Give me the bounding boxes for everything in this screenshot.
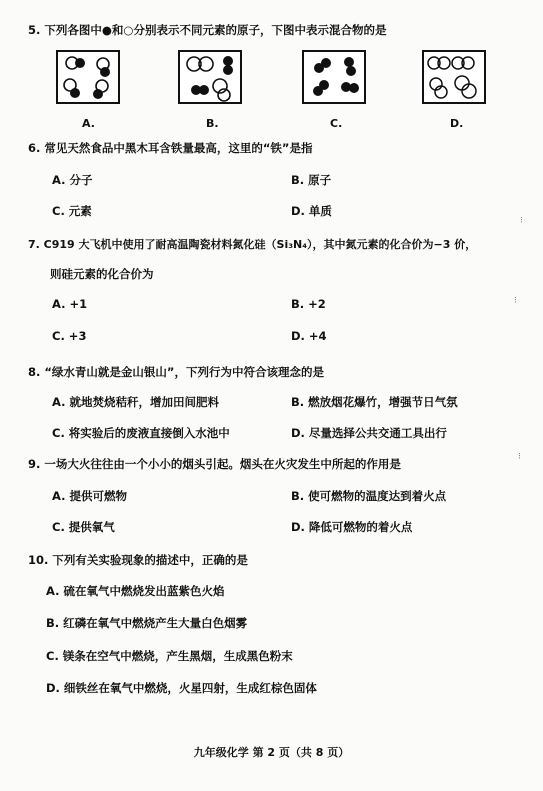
q10-option-a: A. 硫在氧气中燃烧发出蓝紫色火焰 (46, 584, 225, 598)
q8-option-a: A. 就地焚烧秸秆，增加田间肥料 (52, 395, 219, 409)
q10-option-d: D. 细铁丝在氧气中燃烧，火星四射，生成红棕色固体 (46, 681, 317, 695)
q8-option-b: B. 燃放烟花爆竹，增强节日气氛 (291, 395, 458, 409)
q8-option-c: C. 将实验后的废液直接倒入水池中 (52, 426, 230, 440)
q6-option-d: D. 单质 (291, 204, 332, 218)
q7-option-d: D. +4 (291, 329, 327, 343)
q6-option-c: C. 元素 (52, 204, 92, 218)
q8-option-d: D. 尽量选择公共交通工具出行 (291, 426, 447, 440)
diagram-box-d (422, 50, 486, 104)
margin-mark: ⁝ (518, 452, 521, 462)
q9-option-d: D. 降低可燃物的着火点 (291, 520, 413, 534)
q9-option-b: B. 使可燃物的温度达到着火点 (291, 489, 447, 503)
q5-label-a: A. (82, 117, 95, 130)
q8-stem: 8. “绿水青山就是金山银山”，下列行为中符合该理念的是 (28, 365, 324, 379)
q7-option-a: A. +1 (52, 297, 88, 311)
q7-stem-line1: 7. C919 大飞机中使用了耐高温陶瓷材料氮化硅（Si₃N₄），其中氮元素的化合价为−3 价， (28, 238, 477, 251)
page-footer: 九年级化学 第 2 页（共 8 页） (193, 746, 350, 759)
q7-option-c: C. +3 (52, 329, 87, 343)
q10-stem: 10. 下列有关实验现象的描述中，正确的是 (28, 553, 248, 567)
q10-option-c: C. 镁条在空气中燃烧，产生黑烟，生成黑色粉末 (46, 649, 293, 663)
q6-option-b: B. 原子 (291, 173, 332, 187)
margin-mark: ⁝ (520, 216, 523, 226)
q9-option-c: C. 提供氧气 (52, 520, 115, 534)
q6-stem: 6. 常见天然食品中黑木耳含铁量最高，这里的“铁”是指 (28, 141, 313, 155)
diagram-box-a (56, 50, 120, 104)
diagram-box-b (178, 50, 242, 104)
diagram-box-c (302, 50, 366, 104)
q5-label-d: D. (450, 117, 464, 130)
q5-label-b: B. (206, 117, 219, 130)
q5-label-c: C. (330, 117, 343, 130)
q5-stem: 5. 下列各图中●和○分别表示不同元素的原子，下图中表示混合物的是 (28, 23, 387, 37)
margin-mark: ⁝ (514, 296, 517, 306)
q9-stem: 9. 一场大火往往由一个小小的烟头引起。烟头在火灾发生中所起的作用是 (28, 457, 401, 471)
q7-option-b: B. +2 (291, 297, 326, 311)
q6-option-a: A. 分子 (52, 173, 93, 187)
q10-option-b: B. 红磷在氧气中燃烧产生大量白色烟雾 (46, 616, 248, 630)
q7-stem-line2: 则硅元素的化合价为 (50, 267, 154, 281)
q9-option-a: A. 提供可燃物 (52, 489, 127, 503)
